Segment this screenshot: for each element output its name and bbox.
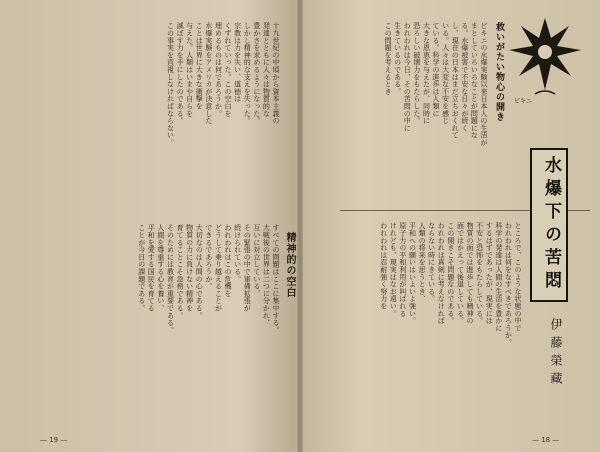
text-column: 恐ろしい破壊力をもたらした。 [412,22,421,125]
text-column: ことは世界に大きな衝撃を [195,22,204,110]
text-column: 与えた。人類はいまや自らを [185,22,194,117]
text-column: しかし精神的な支えを失った。 [243,22,252,125]
page-number-left: — 19 — [40,436,68,444]
text-column: 滅ぼす力を手にしたのである。 [176,22,185,125]
text-column: くずれていった。この空白を [224,22,233,117]
text-column: 不安と恐怖をもたらしている。 [475,222,484,325]
text-column: 人類の将来を思うとき、 [418,222,427,303]
text-column: この開きこそ問題なのである。 [446,222,455,325]
text-column: る。水爆被害で不安な日々が続く [460,22,469,132]
text-column: まとしていろいろなことが問題にな [470,22,479,139]
text-column: この事実を直視しなければならない。 [166,22,175,147]
text-column: いる。人々は大変な不安を感じ [441,22,450,125]
right-lower-text [322,222,522,434]
text-column: すべての問題はここに集中する。 [272,224,280,334]
text-column: 互いに対立している。 [252,224,261,297]
text-column: するはずであったが、現実には [485,222,494,325]
article-author: 伊藤榮藏 [549,318,563,390]
text-column: ならない時にきている。 [427,222,436,303]
text-column: 物質の面では進歩しても精神の [466,222,475,325]
article-title: 水爆下の苦悶 [541,156,561,294]
text-column: 平和を愛する国民を育てる [147,224,156,312]
right-upper-text [318,22,488,202]
text-column: ところで、このような状態の中で [514,222,522,332]
text-column: 生きているのである。 [393,22,402,95]
text-column: どうして乗り越えることが [214,224,223,312]
text-column: 発達とともに人々は物質的な [262,22,271,117]
text-column: 原子力の平和利用が叫ばれる [398,222,407,317]
page-number-right: — 18 — [532,436,560,444]
text-column: ビキニの水爆実験以来日本人の生活が [480,22,488,147]
text-column: 水爆実験をアメリカが決意した [204,22,213,125]
text-column: 面ではかえって後退している。 [456,222,465,325]
text-column: 続けられている。 [233,224,242,283]
section-heading-left: 精神的の空白 [284,232,295,298]
text-column: けれども、現実はなお遠い。 [389,222,398,317]
text-column: 大きな恩恵を与えたが、同時に [422,22,431,125]
text-column: ている。科学の進歩は人類に [432,22,441,117]
left-upper-text [22,22,280,210]
text-column: 埋めるものは何であろうか。 [214,22,223,117]
text-column: われわれはこの危機を [224,224,233,297]
text-column: われわれは何をなすべきであろうか。 [504,222,513,347]
text-column: し、現在の日本はまだ立ちおくれて [451,22,460,139]
section-heading-right: 救いがたい物心の開き [494,22,504,122]
text-column: 平和への願いはいよいよ強い。 [408,222,417,325]
text-column: ことが今日の課題である。 [137,224,146,312]
text-column: 大戦後の世界は二つに分かれ、 [262,224,271,327]
text-column: 物質の力に負けない精神を [185,224,194,312]
text-column: 宗教は力を失い、道徳は [233,22,242,103]
left-lower-text [12,224,280,434]
illustration-caption: ビキニ [514,98,533,105]
text-column: この問題を考えるとき [384,22,393,95]
text-column: そのためには教育が重要である。 [166,224,175,334]
text-column: 大切なのは人間の心である。 [195,224,204,319]
text-column: できるであろうか。 [204,224,213,290]
text-column: 豊かさを求めるようになった。 [252,22,261,125]
text-column: われわれは真剣に考えなければ [437,222,446,325]
text-column: 育てることこそ急務である。 [176,224,185,319]
text-column: 科学の発達は人間の生活を豊かに [494,222,503,332]
text-column: 十九世紀の中頃から資本主義の [272,22,280,125]
text-column: その緊張の中で軍備拡張が [243,224,252,312]
text-column: われわれは忍耐強く努力を [379,222,388,310]
text-column: 人間を尊重する心を養い、 [156,224,165,312]
title-box [530,148,568,302]
text-column: われわれは今日、その苦悶の中に [403,22,412,132]
explosion-illustration-icon [505,10,585,100]
